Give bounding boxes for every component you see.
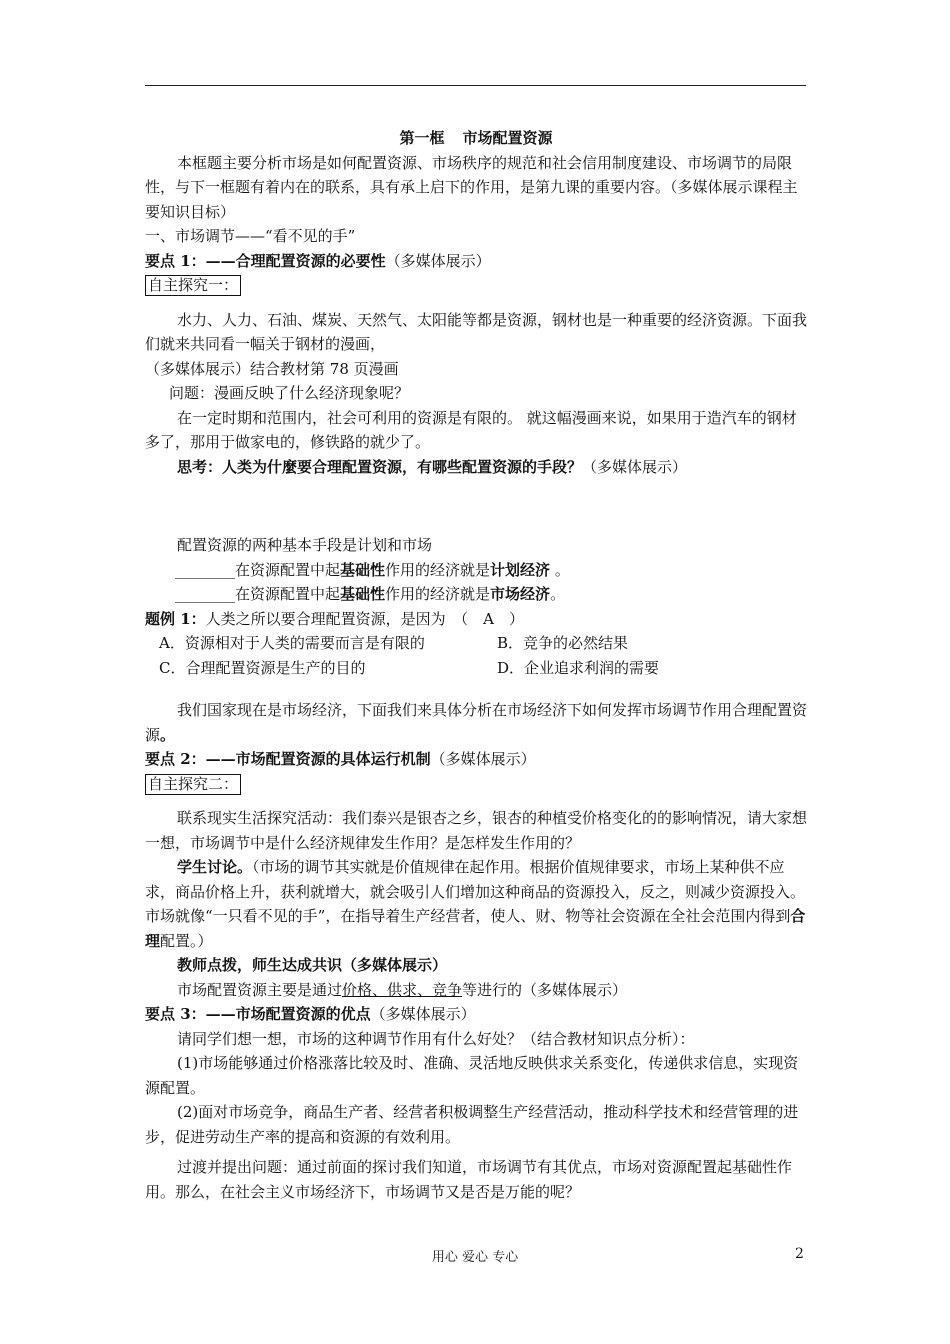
example-1-options-row-1	[145, 631, 807, 656]
transition-paragraph: 过渡并提出问题：通过前面的探讨我们知道，市场调节有其优点，市场对资源配置起基础性作用。那么，在社会主义市场经济下，市场调节又是否是万能的呢？	[145, 1158, 793, 1201]
ginkgo-paragraph: 联系现实生活探究活动：我们泰兴是银杏之乡，银杏的种植受价格变化的的影响情况，请大家想一想，市场调节中是什么经济规律发生作用？是怎样发生作用的？	[145, 809, 808, 852]
media-note-78: （多媒体展示）结合教材第 78 页漫画	[145, 359, 399, 378]
main-means-line	[145, 978, 807, 1003]
option-d: D．企业追求利润的需要	[497, 658, 660, 677]
point-2-heading	[145, 747, 807, 772]
discussion-label: 学生讨论。	[177, 858, 253, 876]
section-heading-1: 一、市场调节——“看不见的手”	[145, 227, 356, 245]
point-1-heading	[145, 249, 807, 274]
title-part-b: 市场配置资源	[462, 129, 553, 147]
discussion-end: 配置。）	[160, 931, 213, 950]
page-number: 2	[795, 1246, 804, 1262]
plan-text-a: 在资源配置中起	[235, 560, 341, 579]
advantage-1: (1)市场能够通过价格涨落比较及时、准确、灵活地反映供求关系变化，传递供求信息，实现资源配置。	[145, 1054, 799, 1097]
discussion-body: （市场的调节其实就是价值规律在起作用。根据价值规律要求，市场上某种供不应求，商品价格上升，获利就增大，就会吸引人们增加这种商品的资源投入，反之，则减少资源投入。市场就像“一只看不见的手”，在指导着生产经营者，使人、财、物等社会资源在全社会范围内得到	[145, 858, 806, 925]
comic-question: 问题：漫画反映了什么经济现象呢？	[169, 384, 410, 402]
market-text-c: 作用的经济就是	[385, 585, 491, 603]
option-a: A．资源相对于人类的需要而言是有限的	[159, 634, 425, 652]
plan-text-d: 计划经济	[490, 560, 551, 579]
resources-paragraph: 水力、人力、石油、煤炭、天然气、太阳能等都是资源，钢材也是一种重要的经济资源。下面我们就来共同看一幅关于钢材的漫画，	[145, 310, 808, 353]
think-note: （多媒体展示）	[582, 457, 688, 476]
section-title	[145, 126, 807, 151]
explore-1-row	[145, 273, 807, 298]
main-means-underlined: 价格、供求、竞争	[342, 980, 463, 999]
think-question	[145, 455, 807, 480]
plan-text-c: 作用的经济就是	[385, 560, 491, 579]
main-means-b: 等进行的（多媒体展示）	[462, 980, 628, 999]
intro-paragraph: 本框题主要分析市场是如何配置资源、市场秩序的规范和社会信用制度建设、市场调节的局限性，与下一框题有着内在的联系，具有承上启下的作用，是第九课的重要内容。（多媒体展示课程主要知识目标）	[145, 153, 798, 221]
title-part-a: 第一框	[399, 129, 445, 147]
main-means-a: 市场配置资源主要是通过	[177, 980, 343, 999]
document-body	[145, 126, 807, 1204]
market-text-e: 。	[550, 585, 566, 603]
limited-resources-paragraph: 在一定时期和范围内，社会可利用的资源是有限的。 就这幅漫画来说，如果用于造汽车的钢材多了，那用于做家电的，修铁路的就少了。	[145, 408, 797, 451]
market-economy-end: 。	[160, 725, 176, 744]
fill-blank-1: ________	[175, 560, 235, 579]
market-text-d: 市场经济	[490, 585, 551, 603]
plan-economy-line	[145, 558, 807, 583]
point-2-title: 要点 2：——市场配置资源的具体运行机制	[145, 750, 431, 768]
example-1-label: 题例 1：	[145, 609, 206, 628]
point-3-note: （多媒体展示）	[370, 1005, 476, 1023]
option-c: C．合理配置资源是生产的目的	[159, 658, 366, 677]
market-text-b: 基础性	[340, 585, 386, 603]
plan-text-e: 。	[550, 560, 570, 579]
explore-2-row	[145, 772, 807, 797]
plan-text-b: 基础性	[340, 560, 386, 579]
example-1-question	[145, 607, 807, 632]
explore-2-label: 自主探究二：	[145, 774, 241, 795]
example-1-options-row-2	[145, 656, 807, 681]
fill-blank-2: ________	[175, 585, 235, 603]
market-text-a: 在资源配置中起	[235, 585, 341, 603]
ask-line: 请同学们想一想，市场的这种调节作用有什么好处？（结合教材知识点分析）：	[177, 1029, 695, 1048]
page-footer: 用心 爱心 专心	[431, 1250, 519, 1265]
point-1-title: 要点 1：——合理配置资源的必要性	[145, 251, 386, 270]
point-1-note: （多媒体展示）	[385, 251, 491, 270]
market-economy-line	[145, 582, 807, 607]
teacher-guidance: 教师点拨，师生达成共识（多媒体展示）	[177, 956, 448, 974]
header-rule	[145, 85, 806, 86]
two-means-line: 配置资源的两种基本手段是计划和市场	[177, 536, 433, 554]
point-3-title: 要点 3：——市场配置资源的优点	[145, 1005, 371, 1023]
discussion-bold: 合理	[145, 907, 806, 950]
market-economy-paragraph	[145, 698, 807, 747]
advantage-2: (2)面对市场竞争，商品生产者、经营者积极调整生产经营活动，推动科学技术和经营管理的进步，促进劳动生产率的提高和资源的有效利用。	[145, 1103, 799, 1146]
explore-1-label: 自主探究一：	[145, 275, 241, 296]
market-economy-text: 我们国家现在是市场经济，下面我们来具体分析在市场经济下如何发挥市场调节作用合理配置资源	[145, 701, 808, 744]
discussion-paragraph	[145, 855, 807, 953]
think-text: 思考：人类为什麼要合理配置资源，有哪些配置资源的手段？	[177, 457, 583, 476]
point-2-note: （多媒体展示）	[430, 750, 536, 768]
example-1-text: 人类之所以要合理配置资源，是因为 （ A ）	[205, 609, 525, 628]
point-3-heading	[145, 1002, 807, 1027]
option-b: B．竞争的必然结果	[497, 634, 629, 652]
